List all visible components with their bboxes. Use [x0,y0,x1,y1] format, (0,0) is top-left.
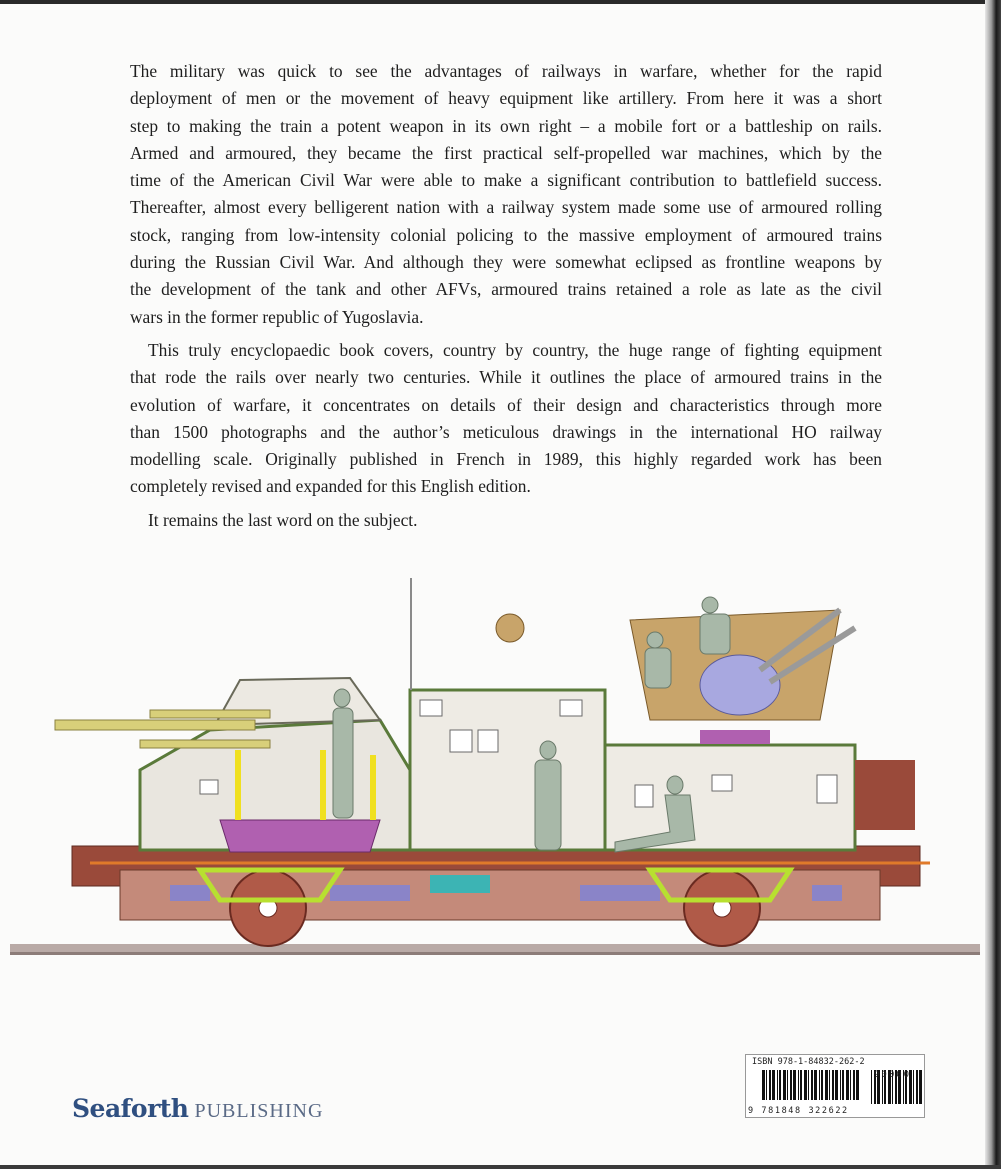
barcode-bar [779,1070,781,1100]
blurb-text [130,58,882,540]
barcode-bar [793,1070,796,1100]
barcode-bar [842,1070,844,1100]
barcode-bar [814,1070,817,1100]
barcode-bar [811,1070,813,1100]
blurb-line: that rode the rails over nearly two centuries. While it outlines the place of armoured trains in the [130,367,882,388]
blurb-line: than 1500 photographs and the author’s meticulous drawings in the international HO railway [130,421,882,442]
barcode-bar [772,1070,775,1100]
publisher-brand: Seaforth [72,1094,189,1123]
barcode-bar [913,1070,914,1104]
barcode-bar [919,1070,922,1104]
cover-top-edge [0,0,1001,4]
blurb-line: Armed and armoured, they became the first practical self-propelled war machines, which by the [130,142,882,163]
blurb-line: It remains the last word on the subject. [148,509,418,530]
barcode-bar [769,1070,771,1100]
barcode-bar [762,1070,765,1100]
barcode-bar [787,1070,788,1100]
turret-base [220,820,380,852]
blurb-line: completely revised and expanded for this English edition. [130,476,531,497]
blurb-line: wars in the former republic of Yugoslavia. [130,306,424,327]
barcode-bar [825,1070,828,1100]
barcode-bar [821,1070,823,1100]
barcode-bar [829,1070,830,1100]
blurb-line: step to making the train a potent weapon in its own right – a mobile fort or a battleship on rails. [130,115,882,136]
isbn-label: ISBN 978-1-84832-262-2 [752,1057,865,1067]
blurb-paragraph [130,507,882,534]
blurb-line: modelling scale. Originally published in French in 1989, this highly regarded work has been [130,449,882,470]
barcode-bar [840,1070,841,1100]
barcode-bar [853,1070,855,1100]
barcode-bar [783,1070,786,1100]
publisher-logo [72,1094,323,1123]
barcode-bar [808,1070,809,1100]
main-gun [55,720,255,730]
blurb-line: deployment of men or the movement of heavy equipment like artillery. From here it was a short [130,88,882,109]
blurb-line: during the Russian Civil War. And although they were somewhat eclipsed as frontline weapons by [130,252,882,273]
blurb-paragraph [130,337,882,501]
isbn-barcode [745,1054,925,1118]
blurb-line: This truly encyclopaedic book covers, country by country, the huge range of fighting equipment [148,339,882,360]
barcode-addon-digits: 90000 [874,1070,912,1080]
blurb-paragraph [130,58,882,331]
blurb-line: The military was quick to see the advantages of railways in warfare, whether for the rapid [130,61,882,81]
barcode-bar [832,1070,834,1100]
rail [10,944,980,952]
blurb-line: the development of the tank and other AFVs, armoured trains retained a role as late as the civil [130,279,882,300]
barcode-bar [835,1070,838,1100]
blurb-line: stock, ranging from low-intensity colonial policing to the massive employment of armoured trains [130,224,882,245]
barcode-bar [777,1070,778,1100]
barcode-bar [850,1070,851,1100]
blurb-line: Thereafter, almost every belligerent nation with a railway system made some use of armoured rolling [130,197,882,218]
barcode-bar [856,1070,859,1100]
blurb-line: time of the American Civil War were able to make a significant contribution to battlefield success. [130,170,882,191]
barcode-bar [800,1070,802,1100]
barcode-bar [819,1070,820,1100]
cover-bottom-edge [0,1165,1001,1169]
barcode-bar [790,1070,792,1100]
barcode-bar [798,1070,799,1100]
publisher-suffix: PUBLISHING [194,1100,324,1122]
armoured-train-illustration [0,570,1001,970]
barcode-digits: 9 781848 322622 [748,1106,849,1116]
barcode-bar [916,1070,918,1104]
barcode-bar [846,1070,849,1100]
barcode-bar [871,1070,872,1104]
barcode-bar [804,1070,807,1100]
barcode-bar [766,1070,767,1100]
blurb-line: evolution of warfare, it concentrates on details of their design and characteristics through more [130,394,882,415]
